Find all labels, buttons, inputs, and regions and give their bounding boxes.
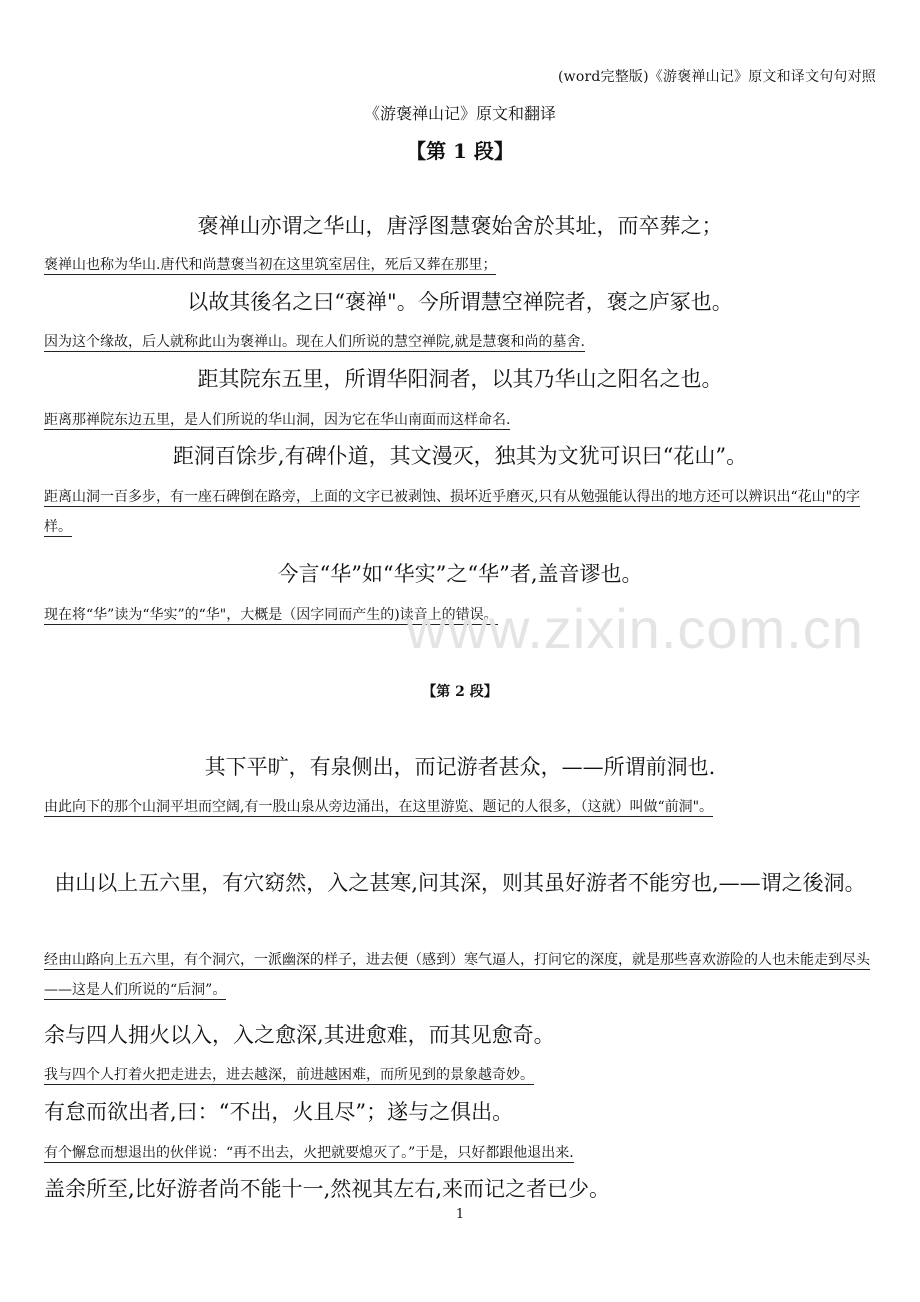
original-sentence: 盖余所至,比好游者尚不能十一,然视其左右,来而记之者已少。	[44, 1177, 611, 1201]
original-sentence: 距洞百馀步,有碑仆道，其文漫灭，独其为文犹可识曰“花山”。	[172, 444, 748, 468]
translation-sentence	[44, 1138, 876, 1168]
translation-sentence	[44, 250, 876, 280]
original-sentence: 以故其後名之曰“褒禅"。今所谓慧空禅院者，褒之庐冢也。	[187, 290, 733, 314]
original-sentence: 褒禅山亦谓之华山，唐浮图慧褒始舍於其址，而卒葬之；	[197, 214, 723, 238]
header-note: (word完整版)《游褒禅山记》原文和译文句句对照	[558, 69, 876, 85]
translation-text: 有个懈怠而想退出的伙伴说：“再不出去，火把就要熄灭了。”于是，只好都跟他退出来.	[44, 1145, 574, 1161]
translation-text: 经由山路向上五六里，有个洞穴，一派幽深的样子，进去便（感到）寒气逼人，打问它的深度，就是那些喜欢游险的人也未能走到尽头——这是人们所说的“后洞”。	[44, 952, 870, 998]
translation-sentence	[44, 945, 876, 1005]
section-heading-2: 【第 2 段】	[422, 684, 498, 700]
translation-text: 现在将“华”读为“华实”的“华"，大概是（因字同而产生的)读音上的错误。	[44, 607, 498, 623]
translation-text: 我与四个人打着火把走进去，进去越深，前进越困难，而所见到的景象越奇妙。	[44, 1067, 534, 1083]
original-sentence: 距其院东五里，所谓华阳洞者，以其乃华山之阳名之也。	[197, 367, 723, 391]
section-heading-1: 【第 1 段】	[406, 139, 514, 163]
page-number: 1	[455, 1207, 465, 1222]
translation-text: 距离那禅院东边五里，是人们所说的华山洞，因为它在华山南面而这样命名.	[44, 412, 511, 428]
original-sentence: 由山以上五六里，有穴窈然，入之甚寒,问其深，则其虽好游者不能穷也,——谓之後洞。	[54, 871, 866, 895]
translation-sentence	[44, 405, 876, 435]
translation-text: 由此向下的那个山洞平坦而空阔,有一股山泉从旁边涌出，在这里游览、题记的人很多，（这就）叫做“前洞"。	[44, 799, 714, 815]
original-sentence: 有怠而欲出者,曰：“不出，火且尽”；遂与之俱出。	[44, 1100, 514, 1124]
translation-sentence	[44, 600, 876, 630]
translation-text: 因为这个缘故，后人就称此山为褒禅山。现在人们所说的慧空禅院,就是慧褒和尚的墓舍.	[44, 334, 585, 350]
translation-sentence	[44, 482, 876, 542]
translation-sentence	[44, 327, 876, 357]
translation-sentence	[44, 1060, 876, 1090]
document-title: 《游褒禅山记》原文和翻译	[363, 104, 556, 123]
original-sentence: 今言“华”如“华实”之“华”者,盖音谬也。	[277, 562, 643, 586]
translation-text: 距离山洞一百多步，有一座石碑倒在路旁，上面的文字已被剥蚀、损坏近乎磨灭,只有从勉强能认得出的地方还可以辨识出“花山"的字样。	[44, 489, 861, 535]
watermark: www.zixin.com.cn	[406, 597, 864, 660]
original-sentence: 其下平旷，有泉侧出，而记游者甚众，——所谓前洞也.	[204, 755, 716, 779]
translation-text: 褒禅山也称为华山.唐代和尚慧褒当初在这里筑室居住，死后又葬在那里；	[44, 257, 497, 273]
translation-sentence	[44, 792, 876, 822]
original-sentence: 余与四人拥火以入，入之愈深,其进愈难，而其见愈奇。	[44, 1023, 555, 1047]
